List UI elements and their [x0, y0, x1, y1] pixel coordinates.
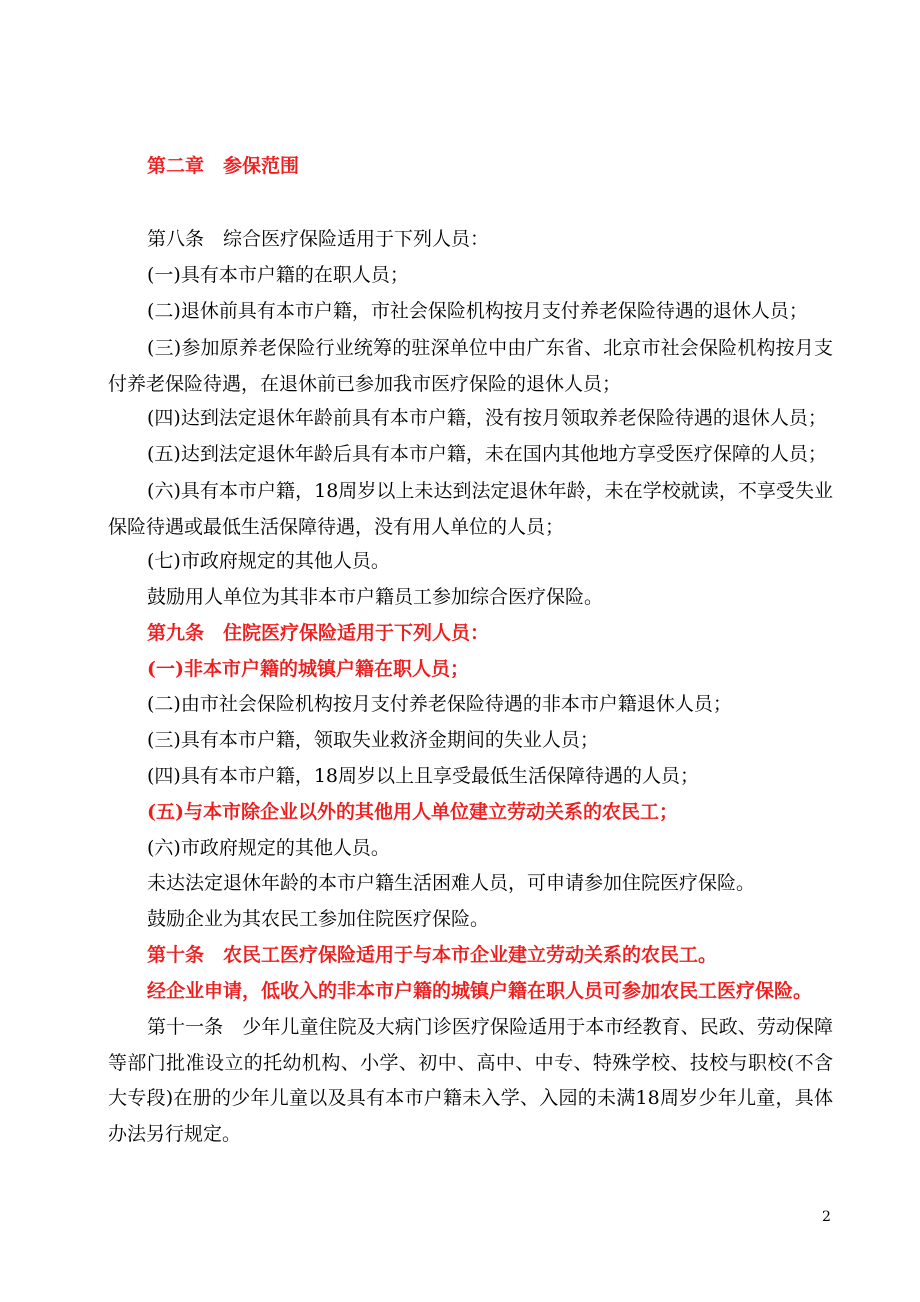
article-9-item-6: (六)市政府规定的其他人员。 — [147, 837, 390, 859]
article-9-item-1: (一)非本市户籍的城镇户籍在职人员； — [147, 658, 469, 680]
article-8-title: 第八条 综合医疗保险适用于下列人员： — [147, 228, 490, 250]
article-8-item-2: (二)退休前具有本市户籍，市社会保险机构按月支付养老保险待遇的退休人员； — [147, 300, 808, 322]
article-9-title: 第九条 住院医疗保险适用于下列人员： — [147, 622, 490, 644]
article-9-note-1: 未达法定退休年龄的本市户籍生活困难人员，可申请参加住院医疗保险。 — [147, 872, 756, 894]
article-10-note: 经企业申请，低收入的非本市户籍的城镇户籍在职人员可参加农民工医疗保险。 — [147, 980, 813, 1002]
article-9-item-4: (四)具有本市户籍，18周岁以上且享受最低生活保障待遇的人员； — [147, 765, 700, 787]
article-8-item-4: (四)达到法定退休年龄前具有本市户籍，没有按月领取养老保险待遇的退休人员； — [147, 407, 827, 429]
article-8-item-5: (五)达到法定退休年龄后具有本市户籍，未在国内其他地方享受医疗保障的人员； — [147, 443, 827, 465]
article-11-text: 第十一条 少年儿童住院及大病门诊医疗保险适用于本市经教育、民政、劳动保障等部门批准设立的托幼机构、小学、初中、高中、中专、特殊学校、技校与职校(不含大专段)在册的少年儿童以及具有本市户籍未入学、入园的未满18周岁少年儿童，具体办法另行规定。 — [108, 1016, 833, 1145]
chapter-heading: 第二章 参保范围 — [147, 155, 300, 177]
article-8-item-7: (七)市政府规定的其他人员。 — [147, 550, 390, 572]
article-9-item-2: (二)由市社会保险机构按月支付养老保险待遇的非本市户籍退休人员； — [147, 693, 732, 715]
article-8-note: 鼓励用人单位为其非本市户籍员工参加综合医疗保险。 — [147, 586, 604, 608]
article-9-item-3: (三)具有本市户籍，领取失业救济金期间的失业人员； — [147, 729, 599, 751]
article-8-item-6: (六)具有本市户籍，18周岁以上未达到法定退休年龄，未在学校就读，不享受失业保险待遇或最低生活保障待遇，没有用人单位的人员； — [108, 480, 833, 538]
article-10-title: 第十条 农民工医疗保险适用于与本市企业建立劳动关系的农民工。 — [147, 944, 718, 966]
article-8-item-3: (三)参加原养老保险行业统筹的驻深单位中由广东省、北京市社会保险机构按月支付养老保险待遇，在退休前已参加我市医疗保险的退休人员； — [108, 337, 833, 395]
article-9-note-2: 鼓励企业为其农民工参加住院医疗保险。 — [147, 908, 490, 930]
article-9-item-5: (五)与本市除企业以外的其他用人单位建立劳动关系的农民工； — [147, 801, 678, 823]
article-8-item-1: (一)具有本市户籍的在职人员； — [147, 264, 409, 286]
page-number: 2 — [822, 1209, 831, 1225]
